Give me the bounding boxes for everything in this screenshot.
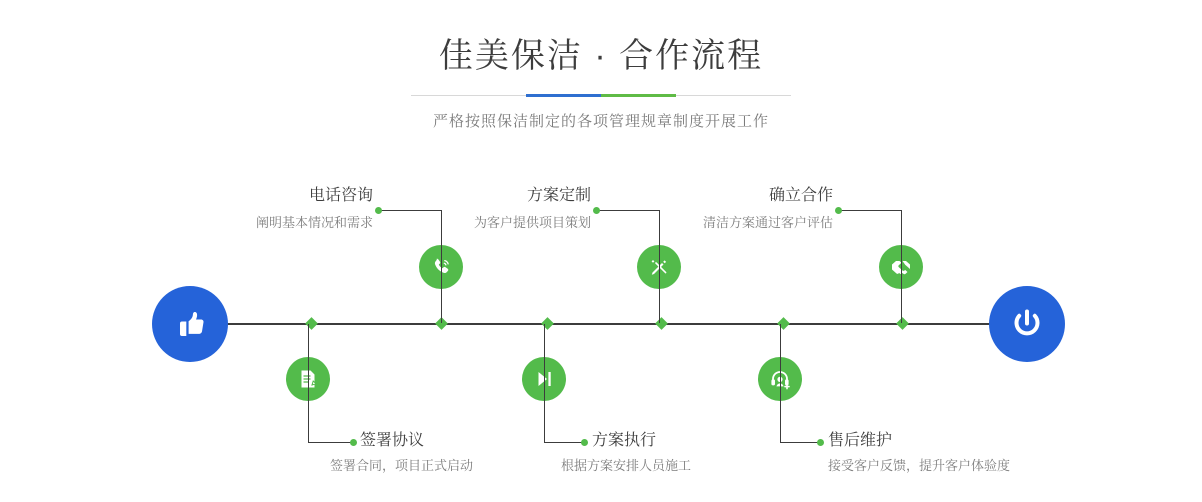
step-label-plan-execute — [592, 430, 656, 452]
step-desc-plan-custom — [407, 210, 591, 234]
power-icon — [1008, 305, 1046, 343]
connector-dot-3 — [593, 207, 600, 214]
page-header — [0, 34, 1202, 131]
step-desc: 为客户提供项目策划 — [473, 215, 591, 230]
connector-vertical-6 — [780, 324, 781, 442]
start-node — [152, 286, 228, 362]
axis-marker-4 — [655, 317, 668, 330]
step-title: 确立合作 — [768, 187, 833, 204]
step-desc: 接受客户反馈，提升客户体验度 — [828, 458, 1011, 473]
page-title: 佳美保洁 · 合作流程 — [438, 37, 764, 75]
step-label-plan-custom — [471, 185, 591, 207]
end-node — [989, 286, 1065, 362]
page-subtitle: 严格按照保洁制定的各项管理规章制度开展工作 — [432, 113, 769, 130]
process-flow — [0, 155, 1202, 502]
connector-horizontal-4 — [544, 442, 584, 443]
step-desc-establish-coop — [649, 210, 833, 234]
step-label-establish-coop — [713, 185, 833, 207]
step-desc: 阐明基本情况和需求 — [255, 215, 373, 230]
connector-dot-6 — [817, 439, 824, 446]
step-title: 电话咨询 — [308, 187, 373, 204]
step-label-phone-consult — [253, 185, 373, 207]
connector-vertical-4 — [544, 324, 545, 442]
step-label-sign-agreement — [360, 430, 424, 452]
step-desc-plan-execute — [561, 453, 691, 477]
divider-green-segment — [601, 94, 676, 97]
step-title: 签署协议 — [360, 432, 425, 449]
step-desc-sign-agreement — [330, 453, 473, 477]
thumbs-up-icon — [171, 305, 209, 343]
divider-blue-segment — [526, 94, 601, 97]
step-title: 方案执行 — [592, 432, 657, 449]
step-desc: 签署合同，项目正式启动 — [330, 458, 474, 473]
connector-horizontal-2 — [308, 442, 353, 443]
connector-dot-1 — [375, 207, 382, 214]
connector-dot-2 — [350, 439, 357, 446]
step-desc-phone-consult — [189, 210, 373, 234]
step-desc-after-sales — [828, 453, 1010, 477]
connector-horizontal-5 — [838, 210, 901, 211]
step-title: 售后维护 — [828, 432, 893, 449]
connector-dot-4 — [581, 439, 588, 446]
connector-horizontal-6 — [780, 442, 820, 443]
connector-dot-5 — [835, 207, 842, 214]
connector-vertical-2 — [308, 324, 309, 442]
step-title: 方案定制 — [526, 187, 591, 204]
title-divider — [411, 94, 791, 97]
step-label-after-sales — [828, 430, 892, 452]
connector-vertical-5 — [901, 210, 902, 323]
step-desc: 清洁方案通过客户评估 — [702, 215, 833, 230]
step-desc: 根据方案安排人员施工 — [561, 458, 692, 473]
axis-marker-6 — [896, 317, 909, 330]
